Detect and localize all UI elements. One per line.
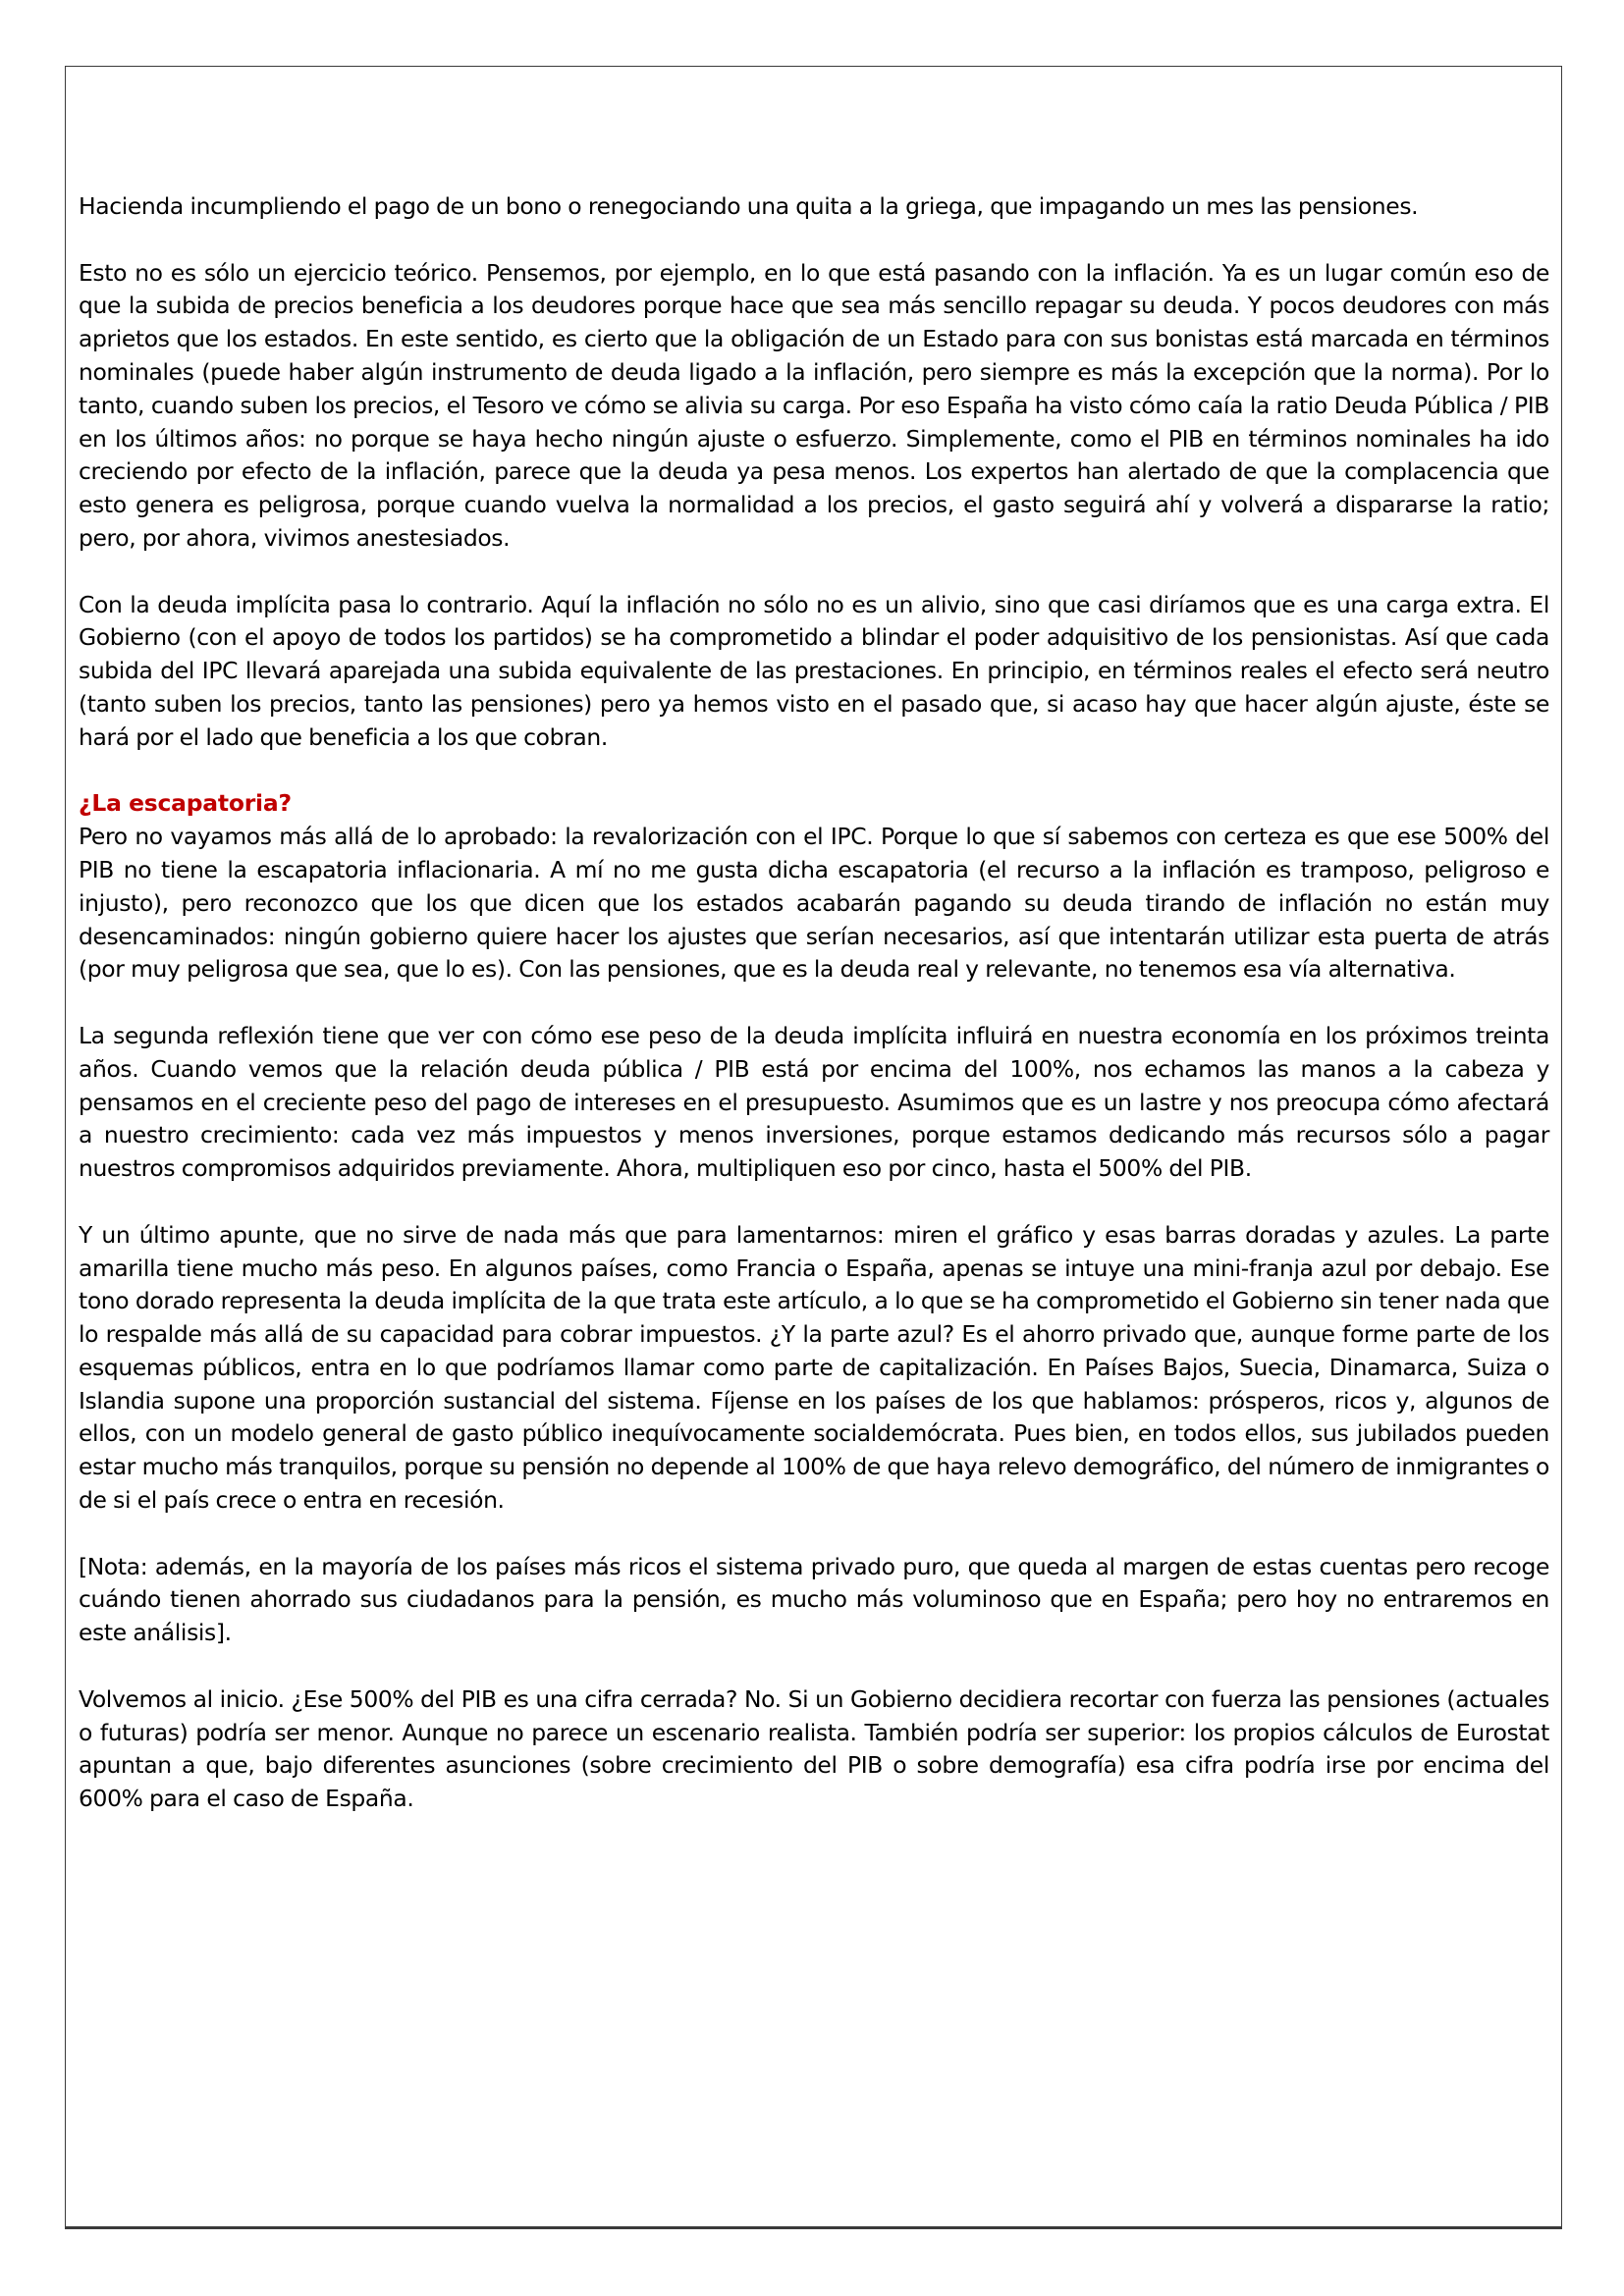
paragraph-escape: Pero no vayamos más allá de lo aprobado: la revalorización con el IPC. Porque lo que sí sabemos con certeza es que ese 500% del PIB no tiene la escapatoria inflacionaria. A mí no me gusta dicha escapatoria (el recurso a la inflación es tramposo, peligroso e injusto), pero reconozco que los que dicen que los estados acabarán pagando su deuda tirando de inflación no están muy desencaminados: ningún gobierno quiere hacer los ajustes que serían necesarios, así que intentarán utilizar esta puerta de atrás (por muy peligrosa que sea, que lo es). Con las pensiones, que es la deuda real y relevante, no tenemos esa vía alternativa. [79,823,1549,984]
paragraph-continuation: Hacienda incumpliendo el pago de un bono o renegociando una quita a la griega, que impagando un mes las pensiones. [79,192,1419,220]
paragraph-inflation: Esto no es sólo un ejercicio teórico. Pensemos, por ejemplo, en lo que está pasando con la inflación. Ya es un lugar común eso de que la subida de precios beneficia a los deudores porque hace que sea más sencillo repagar su deuda. Y pocos deudores con más aprietos que los estados. En este sentido, es cierto que la obligación de un Estado para con sus bonistas está marcada en términos nominales (puede haber algún instrumento de deuda ligado a la inflación, pero siempre es más la excepción que la norma). Por lo tanto, cuando suben los precios, el Tesoro ve cómo se alivia su carga. Por eso España ha visto cómo caía la ratio Deuda Pública / PIB en los últimos años: no porque se haya hecho ningún ajuste o esfuerzo. Simplemente, como el PIB en términos nominales ha ido creciendo por efecto de la inflación, parece que la deuda ya pesa menos. Los expertos han alertado de que la complacencia que esto genera es peligrosa, porque cuando vuelva la normalidad a los precios, el gasto seguirá ahí y volverá a dispararse la ratio; pero, por ahora, vivimos anestesiados. [79,258,1549,552]
paragraph-second-reflection: La segunda reflexión tiene que ver con cómo ese peso de la deuda implícita influirá en nuestra economía en los próximos treinta años. Cuando vemos que la relación deuda pública / PIB está por encima del 100%, nos echamos las manos a la cabeza y pensamos en el creciente peso del pago de intereses en el presupuesto. Asumimos que es un lastre y nos preocupa cómo afectará a nuestro crecimiento: cada vez más impuestos y menos inversiones, porque estamos dedicando más recursos sólo a pagar nuestros compromisos adquiridos previamente. Ahora, multipliquen eso por cinco, hasta el 500% del PIB. [79,1021,1549,1183]
section-heading: ¿La escapatoria? [79,789,292,818]
paragraph-implicit-debt: Con la deuda implícita pasa lo contrario. Aquí la inflación no sólo no es un alivio, sino que casi diríamos que es una carga extra. El Gobierno (con el apoyo de todos los partidos) se ha comprometido a blindar el poder adquisitivo de los pensionistas. Así que cada subida del IPC llevará aparejada una subida equivalente de las prestaciones. En principio, en términos reales el efecto será neutro (tanto suben los precios, tanto las pensiones) pero ya hemos visto en el pasado que, si acaso hay que hacer algún ajuste, éste se hará por el lado que beneficia a los que cobran. [79,590,1549,751]
paragraph-conclusion: Volvemos al inicio. ¿Ese 500% del PIB es una cifra cerrada? No. Si un Gobierno decidiera recortar con fuerza las pensiones (actuales o futuras) podría ser menor. Aunque no parece un escenario realista. También podría ser superior: los propios cálculos de Eurostat apuntan a que, bajo diferentes asunciones (sobre crecimiento del PIB o sobre demografía) esa cifra podría irse por encima del 600% para el caso de España. [79,1684,1549,1813]
paragraph-nota: [Nota: además, en la mayoría de los países más ricos el sistema privado puro, que queda al margen de estas cuentas pero recoge cuándo tienen ahorrado sus ciudadanos para la pensión, es mucho más voluminoso que en España; pero hoy no entraremos en este análisis]. [79,1552,1549,1647]
paragraph-last-note: Y un último apunte, que no sirve de nada más que para lamentarnos: miren el gráfico y esas barras doradas y azules. La parte amarilla tiene mucho más peso. En algunos países, como Francia o España, apenas se intuye una mini-franja azul por debajo. Ese tono dorado representa la deuda implícita de la que trata este artículo, a lo que se ha comprometido el Gobierno sin tener nada que lo respalde más allá de su capacidad para cobrar impuestos. ¿Y la parte azul? Es el ahorro privado que, aunque forme parte de los esquemas públicos, entra en lo que podríamos llamar como parte de capitalización. En Países Bajos, Suecia, Dinamarca, Suiza o Islandia supone una proporción sustancial del sistema. Fíjense en los países de los que hablamos: prósperos, ricos y, algunos de ellos, con un modelo general de gasto público inequívocamente socialdemócrata. Pues bien, en todos ellos, sus jubilados pueden estar mucho más tranquilos, porque su pensión no depende al 100% de que haya relevo demográfico, del número de inmigrantes o de si el país crece o entra en recesión. [79,1220,1549,1515]
article-body [79,190,1549,1849]
